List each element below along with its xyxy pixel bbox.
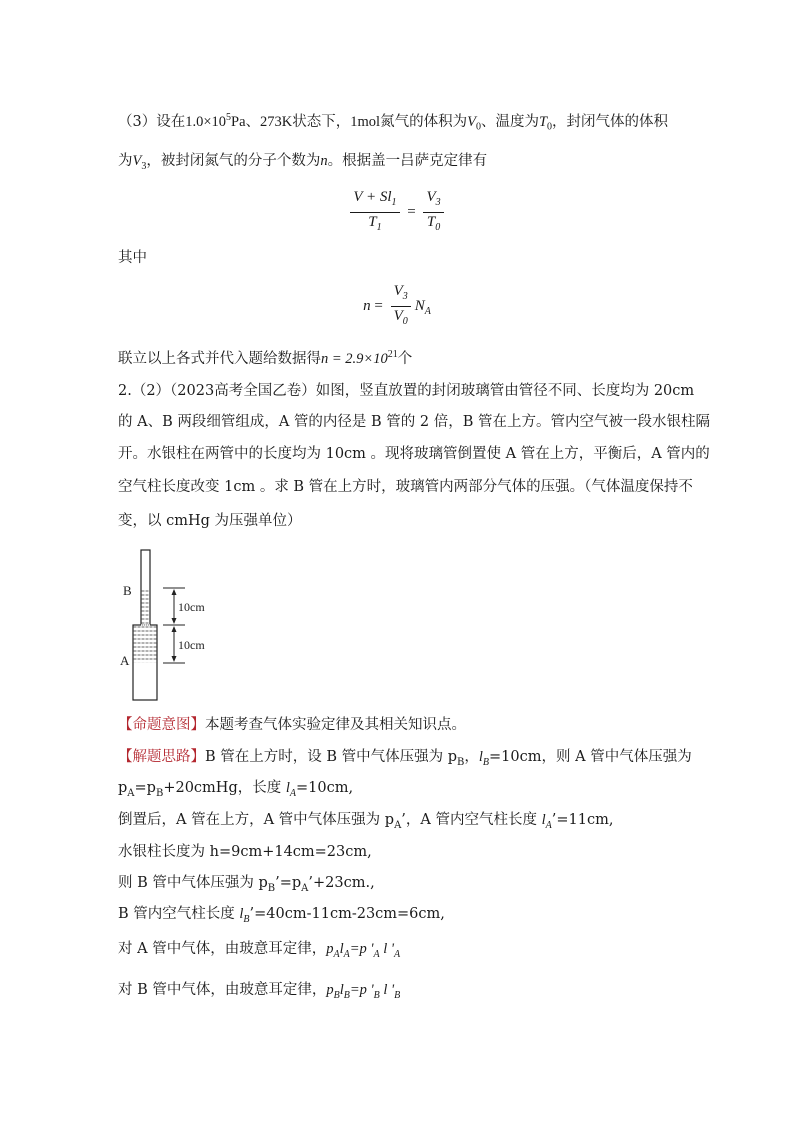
- dim-label-bottom: 10cm: [178, 638, 205, 652]
- text: 个: [397, 350, 413, 367]
- sub: A: [127, 787, 135, 799]
- sub: A: [289, 787, 296, 799]
- solution-line7: [118, 939, 400, 965]
- sub: A: [545, 819, 552, 831]
- var: l: [285, 780, 290, 796]
- text: =p ': [349, 941, 374, 957]
- var: l: [478, 749, 483, 765]
- text: =p: [134, 780, 156, 796]
- intent-tag: 【命题意图】: [118, 717, 205, 733]
- text: 对 A 管中气体，由玻意耳定律，: [118, 941, 327, 957]
- solution-line6: [118, 904, 445, 930]
- var: l: [239, 906, 244, 922]
- text: p: [326, 982, 334, 998]
- sup: 5: [226, 112, 232, 123]
- text: =10cm,: [295, 780, 354, 796]
- sub: A: [343, 948, 350, 960]
- sub: B: [373, 989, 380, 1001]
- label-b: B: [123, 583, 132, 598]
- text: =p ': [349, 982, 374, 998]
- text: p: [326, 941, 334, 957]
- text: 。根据盖一吕萨克定律有: [327, 153, 488, 169]
- sub: B: [267, 882, 276, 894]
- text: 、温度为: [480, 113, 539, 130]
- text: ’+23cm.,: [308, 875, 375, 891]
- const-pressure: [185, 114, 292, 130]
- text: V: [393, 308, 403, 324]
- text: ’=p: [275, 875, 302, 891]
- p3-line1: [118, 108, 668, 138]
- den: [423, 213, 443, 237]
- sub: A: [301, 882, 309, 894]
- text: ，被封闭氮气的分子个数为: [146, 153, 321, 169]
- sub: 0: [435, 222, 441, 233]
- equals: =: [407, 203, 416, 220]
- sub: 0: [475, 121, 481, 133]
- text: V: [426, 189, 436, 205]
- text: 倒置后，A 管在上方，A 管中气体压强为 p: [118, 812, 395, 828]
- boyle-a-expr: [326, 941, 401, 960]
- sub: 1: [376, 222, 382, 233]
- solution-tag: 【解题思路】: [118, 749, 205, 765]
- text: T: [426, 214, 436, 230]
- q2-line3: 开。水银柱在两管中的长度均为 10cm 。现将玻璃管倒置使 A 管在上方，平衡后，A 管内的: [118, 446, 710, 462]
- equation-gay-lussac: [0, 188, 794, 237]
- text: 为: [118, 153, 133, 169]
- intent-line: [118, 715, 466, 735]
- sub: B: [243, 913, 250, 925]
- sub: 3: [435, 197, 441, 208]
- text: 联立以上各式并代入题给数据得: [118, 350, 321, 367]
- text: ，封闭气体的体积: [552, 113, 669, 130]
- text: l: [339, 941, 344, 957]
- mercury-b: [142, 588, 150, 625]
- mercury-a: [134, 626, 157, 663]
- text: 则 B 管中气体压强为 p: [118, 875, 268, 891]
- text: 1.0×10: [185, 113, 227, 130]
- q2-line4: 空气柱长度改变 1cm 。求 B 管在上方时，玻璃管内两部分气体的压强。（气体温度保持不: [118, 479, 693, 495]
- sub: A: [394, 819, 402, 831]
- text: ’=40cm-11cm-23cm=6cm,: [249, 906, 445, 922]
- text: ’，A 管内空气柱长度: [401, 812, 542, 828]
- sub: B: [482, 756, 490, 768]
- den: [350, 213, 399, 237]
- sub: A: [373, 948, 380, 960]
- var: n: [320, 153, 328, 169]
- q2-line5: 变，以 cmHg 为压强单位）: [118, 513, 302, 529]
- sub: 1: [391, 197, 397, 208]
- sub: B: [343, 989, 350, 1001]
- text: +20cmHg，长度: [163, 780, 286, 796]
- text: 1mol: [350, 113, 381, 130]
- text: l ': [379, 982, 395, 998]
- text: 氮气的体积为: [380, 113, 468, 130]
- sub: B: [155, 787, 164, 799]
- var: N: [414, 297, 425, 314]
- text: Pa、273K: [231, 113, 293, 130]
- result-line: [118, 345, 412, 369]
- solution-line5: [118, 873, 375, 899]
- num: [350, 188, 399, 213]
- text: 本题考查气体实验定律及其相关知识点。: [205, 717, 466, 733]
- solution-line4: 水银柱长度为 h=9cm+14cm=23cm,: [118, 844, 372, 860]
- text: p: [118, 780, 128, 796]
- text: V: [393, 283, 403, 299]
- p3-line2: [118, 151, 487, 177]
- text: V + Sl: [353, 189, 392, 205]
- expr: n = 2.9×10: [321, 350, 388, 367]
- var: V: [132, 153, 142, 169]
- equation-n: [0, 282, 794, 331]
- label-a: A: [120, 653, 130, 668]
- boyle-b-expr: [326, 982, 401, 1001]
- sub: A: [333, 948, 340, 960]
- text: ’=11cm,: [551, 812, 614, 828]
- solution-line2: [118, 778, 353, 804]
- among-label: 其中: [118, 250, 147, 266]
- solution-line3: [118, 810, 613, 836]
- den: [391, 307, 411, 331]
- sub: 0: [547, 121, 553, 133]
- sub: 0: [402, 316, 408, 327]
- var: l: [541, 812, 546, 828]
- fraction-right: [423, 188, 443, 237]
- sub: A: [424, 305, 431, 317]
- fraction-v3-v0: [391, 282, 411, 331]
- text: T: [368, 214, 377, 230]
- var: n: [363, 297, 371, 314]
- num: [391, 282, 411, 307]
- text: 状态下，: [292, 113, 351, 130]
- sub: B: [333, 989, 340, 1001]
- text: ，: [464, 749, 479, 765]
- sub: 3: [141, 160, 147, 172]
- text: B 管在上方时，设 B 管中气体压强为 p: [205, 749, 458, 765]
- dim-label-top: 10cm: [178, 600, 205, 614]
- text: l: [339, 982, 344, 998]
- text: （3）设在: [118, 113, 186, 130]
- sub: 3: [402, 291, 408, 302]
- solution-line1: [118, 747, 692, 773]
- text: =10cm，则 A 管中气体压强为: [489, 749, 692, 765]
- text: B 管内空气柱长度: [118, 906, 240, 922]
- tube-figure: [115, 545, 225, 705]
- equals: =: [374, 297, 383, 314]
- solution-line8: [118, 980, 400, 1006]
- sub: B: [394, 989, 401, 1001]
- sub: B: [457, 756, 465, 768]
- var: V: [467, 113, 476, 130]
- text: 对 B 管中气体，由玻意耳定律，: [118, 982, 327, 998]
- fraction-left: [350, 188, 399, 237]
- var: T: [538, 113, 548, 130]
- q2-line1: 2.（2）（2023高考全国乙卷）如图，竖直放置的封闭玻璃管由管径不同、长度均为 20cm: [118, 383, 695, 399]
- sub: A: [393, 948, 401, 960]
- sup: 21: [387, 349, 398, 360]
- text: l ': [379, 941, 394, 957]
- num: [423, 188, 443, 213]
- q2-line2: 的 A、B 两段细管组成，A 管的内径是 B 管的 2 倍，B 管在上方。管内空气被一段水银柱隔: [118, 414, 711, 430]
